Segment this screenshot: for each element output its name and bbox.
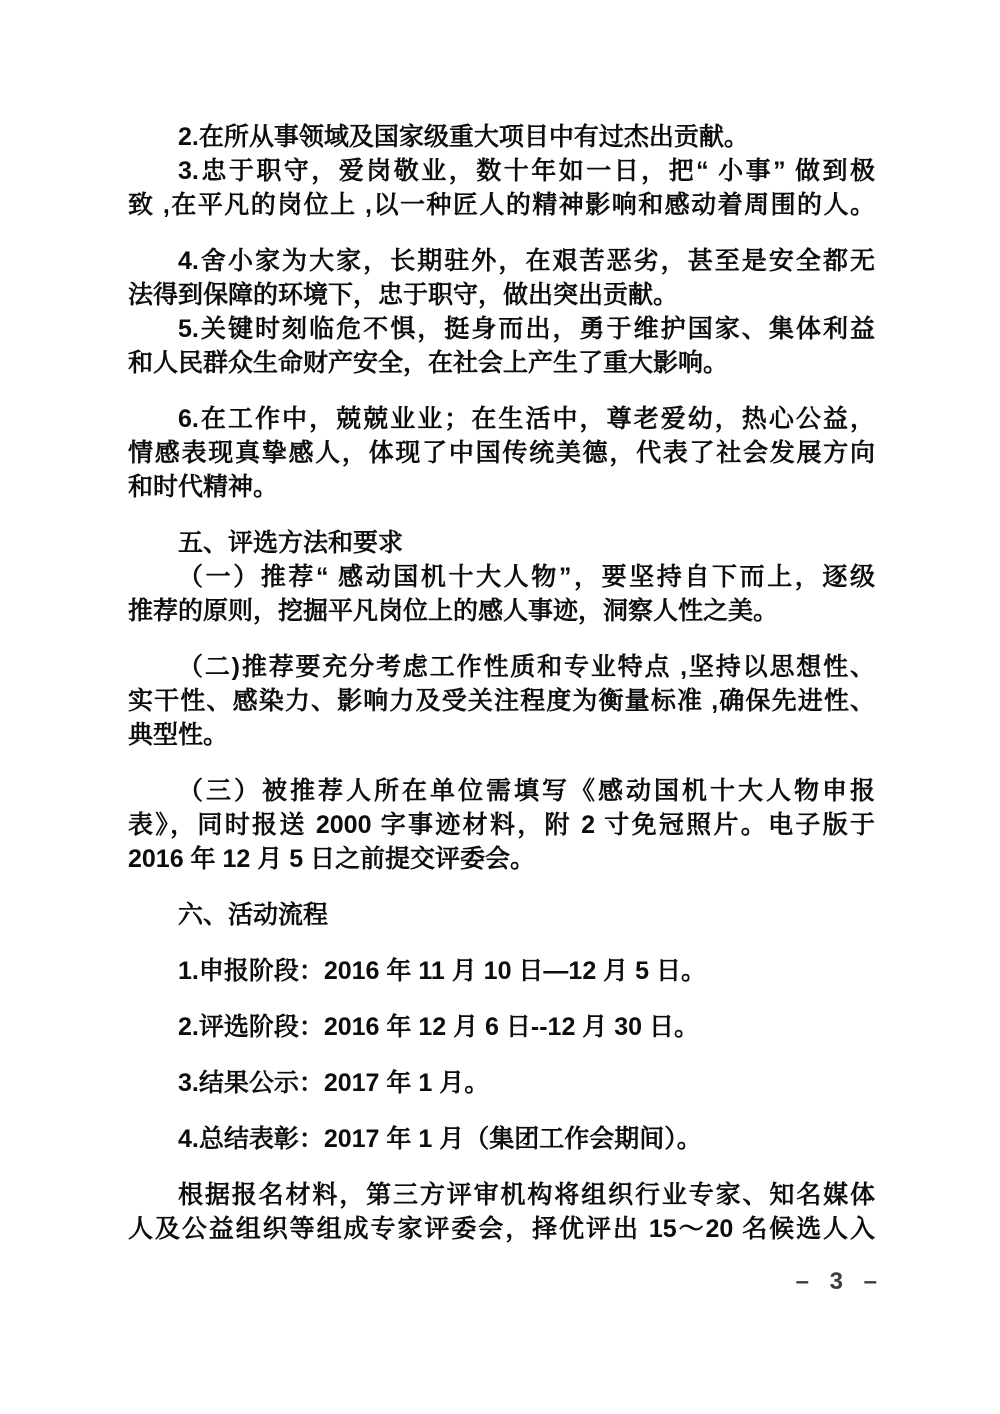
text-line: 和人民群众生命财产安全，在社会上产生了重大影响。	[128, 349, 729, 377]
text-line: 和时代精神。	[128, 473, 279, 501]
page-number: – 3 –	[795, 1268, 882, 1295]
text-line: 典型性。	[128, 721, 229, 749]
paragraph	[128, 774, 875, 876]
paragraph	[128, 1178, 875, 1246]
text-line: 3.结果公示：2017 年 1 月。	[178, 1069, 490, 1097]
paragraph	[128, 154, 875, 222]
paragraph	[128, 120, 875, 154]
paragraph	[128, 312, 875, 380]
paragraph	[128, 526, 875, 560]
text-line: 情感表现真挚感人，体现了中国传统美德，代表了社会发展方向	[128, 439, 875, 467]
text-line: 5.关键时刻临危不惧，挺身而出，勇于维护国家、集体利益	[178, 315, 875, 343]
text-line: 4.总结表彰：2017 年 1 月（集团工作会期间）。	[178, 1125, 702, 1153]
paragraph	[128, 954, 875, 988]
text-line: 3.忠于职守，爱岗敬业，数十年如一日，把“ 小事” 做到极	[178, 157, 875, 185]
paragraph	[128, 898, 875, 932]
paragraph	[128, 1066, 875, 1100]
text-line: （一）推荐“ 感动国机十大人物”，要坚持自下而上，逐级	[178, 563, 875, 591]
text-line: 4.舍小家为大家，长期驻外，在艰苦恶劣，甚至是安全都无	[178, 247, 875, 275]
text-line: 人及公益组织等组成专家评委会，择优评出 15～20 名候选人入	[128, 1215, 875, 1243]
text-line: 五、评选方法和要求	[178, 529, 404, 557]
text-line: 六、活动流程	[178, 901, 329, 929]
text-line: 法得到保障的环境下，忠于职守，做出突出贡献。	[128, 281, 679, 309]
text-line: 表》，同时报送 2000 字事迹材料，附 2 寸免冠照片。电子版于	[128, 811, 875, 839]
text-line: 实干性、感染力、影响力及受关注程度为衡量标准 ,确保先进性、	[128, 687, 875, 715]
paragraph	[128, 650, 875, 752]
paragraph	[128, 244, 875, 312]
paragraph	[128, 402, 875, 504]
paragraph	[128, 560, 875, 628]
text-line: （三）被推荐人所在单位需填写《感动国机十大人物申报	[178, 777, 875, 805]
text-line: 推荐的原则，挖掘平凡岗位上的感人事迹，洞察人性之美。	[128, 597, 779, 625]
paragraph	[128, 1010, 875, 1044]
text-line: （二)推荐要充分考虑工作性质和专业特点 ,坚持以思想性、	[178, 653, 875, 681]
paragraph	[128, 1122, 875, 1156]
text-line: 2.在所从事领域及国家级重大项目中有过杰出贡献。	[178, 123, 749, 151]
text-line: 2016 年 12 月 5 日之前提交评委会。	[128, 845, 536, 873]
text-line: 致 ,在平凡的岗位上 ,以一种匠人的精神影响和感动着周围的人。	[128, 191, 875, 219]
text-line: 2.评选阶段：2016 年 12 月 6 日--12 月 30 日。	[178, 1013, 700, 1041]
text-line: 6.在工作中，兢兢业业；在生活中，尊老爱幼，热心公益，	[178, 405, 875, 433]
document-body	[128, 120, 875, 1246]
text-line: 根据报名材料，第三方评审机构将组织行业专家、知名媒体	[178, 1181, 875, 1209]
text-line: 1.申报阶段：2016 年 11 月 10 日—12 月 5 日。	[178, 957, 706, 985]
